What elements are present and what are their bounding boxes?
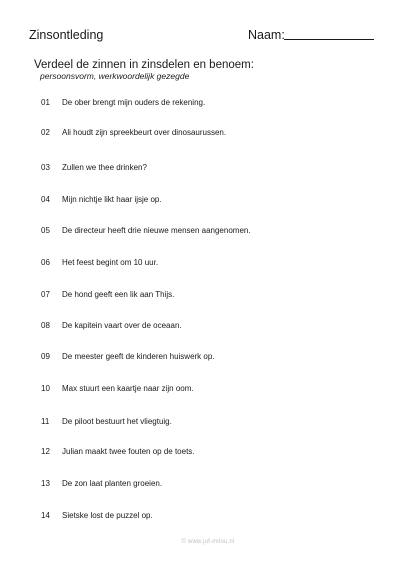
sentence-text: Julian maakt twee fouten op de toets. bbox=[62, 447, 195, 456]
sentence-number: 02 bbox=[41, 128, 50, 137]
sentence-number: 14 bbox=[41, 511, 50, 520]
sentence-text: Sietske lost de puzzel op. bbox=[62, 511, 153, 520]
sentence-number: 10 bbox=[41, 384, 50, 393]
sentence-text: Het feest begint om 10 uur. bbox=[62, 258, 159, 267]
name-field-line bbox=[284, 39, 374, 40]
sentence-number: 06 bbox=[41, 258, 50, 267]
sentence-number: 04 bbox=[41, 195, 50, 204]
instruction-text: Verdeel de zinnen in zinsdelen en benoem: bbox=[34, 59, 254, 71]
sentence-text: De meester geeft de kinderen huiswerk op. bbox=[62, 352, 215, 361]
footer-copyright: © www.juf-milou.nl bbox=[181, 539, 235, 545]
sentence-text: Mijn nichtje likt haar ijsje op. bbox=[62, 195, 162, 204]
sentence-number: 08 bbox=[41, 321, 50, 330]
instruction-subtext: persoonsvorm, werkwoordelijk gezegde bbox=[40, 71, 190, 81]
sentence-number: 01 bbox=[41, 98, 50, 107]
sentence-number: 03 bbox=[41, 163, 50, 172]
sentence-number: 13 bbox=[41, 479, 50, 488]
sentence-text: De ober brengt mijn ouders de rekening. bbox=[62, 98, 206, 107]
sentence-number: 12 bbox=[41, 447, 50, 456]
page-title: Zinsontleding bbox=[29, 28, 104, 42]
sentence-number: 11 bbox=[41, 417, 50, 426]
sentence-text: De directeur heeft drie nieuwe mensen aangenomen. bbox=[62, 226, 251, 235]
name-label: Naam: bbox=[248, 28, 285, 42]
sentence-text: De piloot bestuurt het vliegtuig. bbox=[62, 417, 172, 426]
sentence-text: De zon laat planten groeien. bbox=[62, 479, 163, 488]
sentence-text: Max stuurt een kaartje naar zijn oom. bbox=[62, 384, 194, 393]
sentence-text: Zullen we thee drinken? bbox=[62, 163, 147, 172]
sentence-number: 07 bbox=[41, 290, 50, 299]
sentence-text: De hond geeft een lik aan Thijs. bbox=[62, 290, 175, 299]
sentence-number: 05 bbox=[41, 226, 50, 235]
sentence-text: Ali houdt zijn spreekbeurt over dinosaurussen. bbox=[62, 128, 227, 137]
sentence-number: 09 bbox=[41, 352, 50, 361]
sentence-text: De kapitein vaart over de oceaan. bbox=[62, 321, 182, 330]
